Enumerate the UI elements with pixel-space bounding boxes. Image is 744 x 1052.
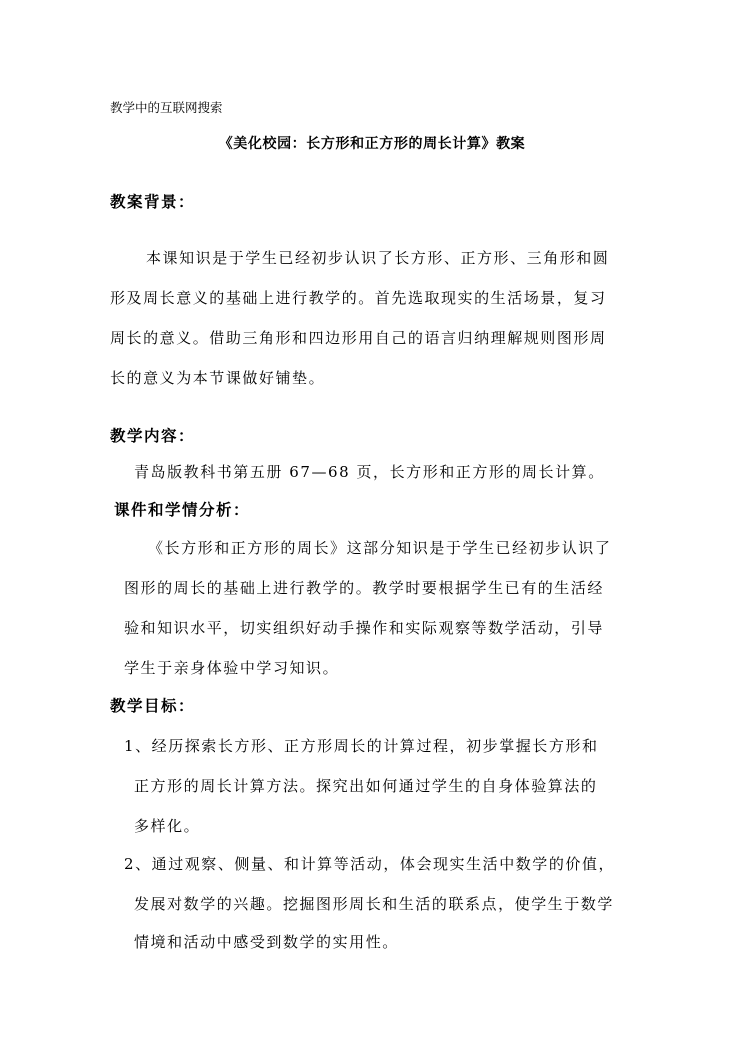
list-item-line: 多样化。 <box>134 817 201 835</box>
list-item-line: 2、通过观察、侧量、和计算等活动，体会现实生活中数学的价值， <box>124 855 616 873</box>
section-heading-analysis: 课件和学情分析： <box>114 500 251 519</box>
paragraph-line: 学生于亲身体验中学习知识。 <box>124 659 340 677</box>
paragraph-line: 验和知识水平，切实组织好动手操作和实际观察等数学活动，引导 <box>124 619 604 637</box>
section-heading-content: 教学内容： <box>110 426 196 445</box>
header-note: 教学中的互联网搜索 <box>110 100 223 115</box>
paragraph-line: 《长方形和正方形的周长》这部分知识是于学生已经初步认识了 <box>148 539 612 557</box>
list-item-line: 情境和活动中感受到数学的实用性。 <box>134 933 399 951</box>
paragraph-line: 周长的意义。借助三角形和四边形用自己的语言归纳理解规则图形周 <box>110 329 607 347</box>
list-item-line: 正方形的周长计算方法。探究出如何通过学生的自身体验算法的 <box>134 777 598 795</box>
paragraph-line: 本课知识是于学生已经初步认识了长方形、正方形、三角形和圆 <box>146 249 610 267</box>
paragraph-line: 形及周长意义的基础上进行教学的。首先选取现实的生活场景，复习 <box>110 289 607 307</box>
document-title: 《美化校园：长方形和正方形的周长计算》教案 <box>218 136 526 152</box>
list-item-line: 1、经历探索长方形、正方形周长的计算过程，初步掌握长方形和 <box>124 737 599 755</box>
section-heading-objectives: 教学目标： <box>110 696 196 715</box>
paragraph-line: 青岛版教科书第五册 67—68 页，长方形和正方形的周长计算。 <box>134 463 605 481</box>
paragraph-line: 图形的周长的基础上进行教学的。教学时要根据学生已有的生活经 <box>124 579 604 597</box>
list-item-line: 发展对数学的兴趣。挖掘图形周长和生活的联系点，使学生于数学 <box>134 895 614 913</box>
paragraph-line: 长的意义为本节课做好铺垫。 <box>110 369 326 387</box>
section-heading-background: 教案背景： <box>110 192 196 211</box>
